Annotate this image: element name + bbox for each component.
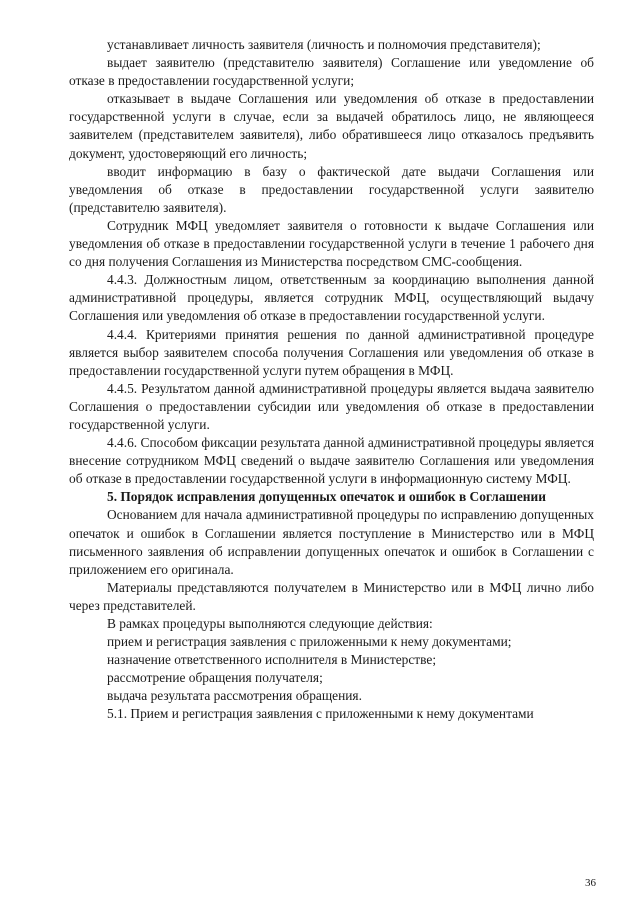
section-5-heading: 5. Порядок исправления допущенных опечаток и ошибок в Соглашении bbox=[107, 489, 546, 505]
paragraph-establishes-identity: устанавливает личность заявителя (личность и полномочия представителя); bbox=[107, 37, 541, 52]
paragraph-grounds-for-procedure: Основанием для начала административной процедуры по исправлению допущенных опечаток и ошибок в Соглашении является поступление в Министерство или в МФЦ письменного заявления об исправлении допущенных опечаток и ошибок в Соглашении с приложением его оригинала. bbox=[69, 507, 594, 577]
paragraph-clause-4-4-4: 4.4.4. Критериями принятия решения по данной административной процедуре является выбор заявителем способа получения Соглашения или уведомления об отказе в предоставлении государственной услуги путем обращения в МФЦ. bbox=[69, 326, 594, 378]
list-item-review: рассмотрение обращения получателя; bbox=[107, 670, 323, 686]
paragraph-issues-agreement: выдает заявителю (представителю заявителя) Соглашение или уведомление об отказе в предоставлении государственной услуги; bbox=[69, 55, 594, 89]
list-item-receive: прием и регистрация заявления с приложенными к нему документами; bbox=[107, 634, 512, 650]
paragraph-clause-4-4-6: 4.4.6. Способом фиксации результата данной административной процедуры является внесение сотрудником МФЦ сведений о выдаче заявителю Соглашения или уведомления об отказе в предоставлении государственной услуги в информационную систему МФЦ. bbox=[69, 435, 594, 487]
paragraph-procedure-actions: В рамках процедуры выполняются следующие действия: bbox=[107, 616, 433, 631]
paragraph-clause-4-4-5: 4.4.5. Результатом данной административной процедуры является выдача заявителю Соглашения о предоставлении субсидии или уведомления об отказе в предоставлении государственной услуги. bbox=[69, 380, 594, 432]
list-item-issue: выдача результата рассмотрения обращения. bbox=[107, 688, 362, 704]
paragraph-refuses-issuance: отказывает в выдаче Соглашения или уведомления об отказе в предоставлении государственной услуги в случае, если за выдачей обратилось лицо, не являющееся заявителем (представителем заявителя), либо обратившееся лицо отказалось предъявить документ, удостоверяющий его личность; bbox=[69, 91, 594, 161]
document-body bbox=[69, 36, 594, 724]
list-item-assign: назначение ответственного исполнителя в Министерстве; bbox=[107, 652, 437, 668]
paragraph-clause-5-1: 5.1. Прием и регистрация заявления с приложенными к нему документами bbox=[107, 706, 534, 722]
paragraph-mfc-notifies: Сотрудник МФЦ уведомляет заявителя о готовности к выдаче Соглашения или уведомления об отказе в предоставлении государственной услуги в течение 1 рабочего дня со дня получения Соглашения из Министерства посредством СМС-сообщения. bbox=[69, 217, 594, 270]
paragraph-materials-submitted: Материалы представляются получателем в Министерство или в МФЦ лично либо через представителей. bbox=[69, 579, 594, 613]
paragraph-clause-4-4-3: 4.4.3. Должностным лицом, ответственным за координацию выполнения данной административной процедуры, является сотрудник МФЦ, осуществляющий выдачу Соглашения или уведомления об отказе в предоставлении государственной услуги. bbox=[69, 272, 594, 324]
paragraph-enters-database: вводит информацию в базу о фактической дате выдачи Соглашения или уведомления об отказе в предоставлении государственной услуги заявителю (представителю заявителя). bbox=[69, 163, 594, 215]
page-number: 36 bbox=[585, 877, 596, 889]
